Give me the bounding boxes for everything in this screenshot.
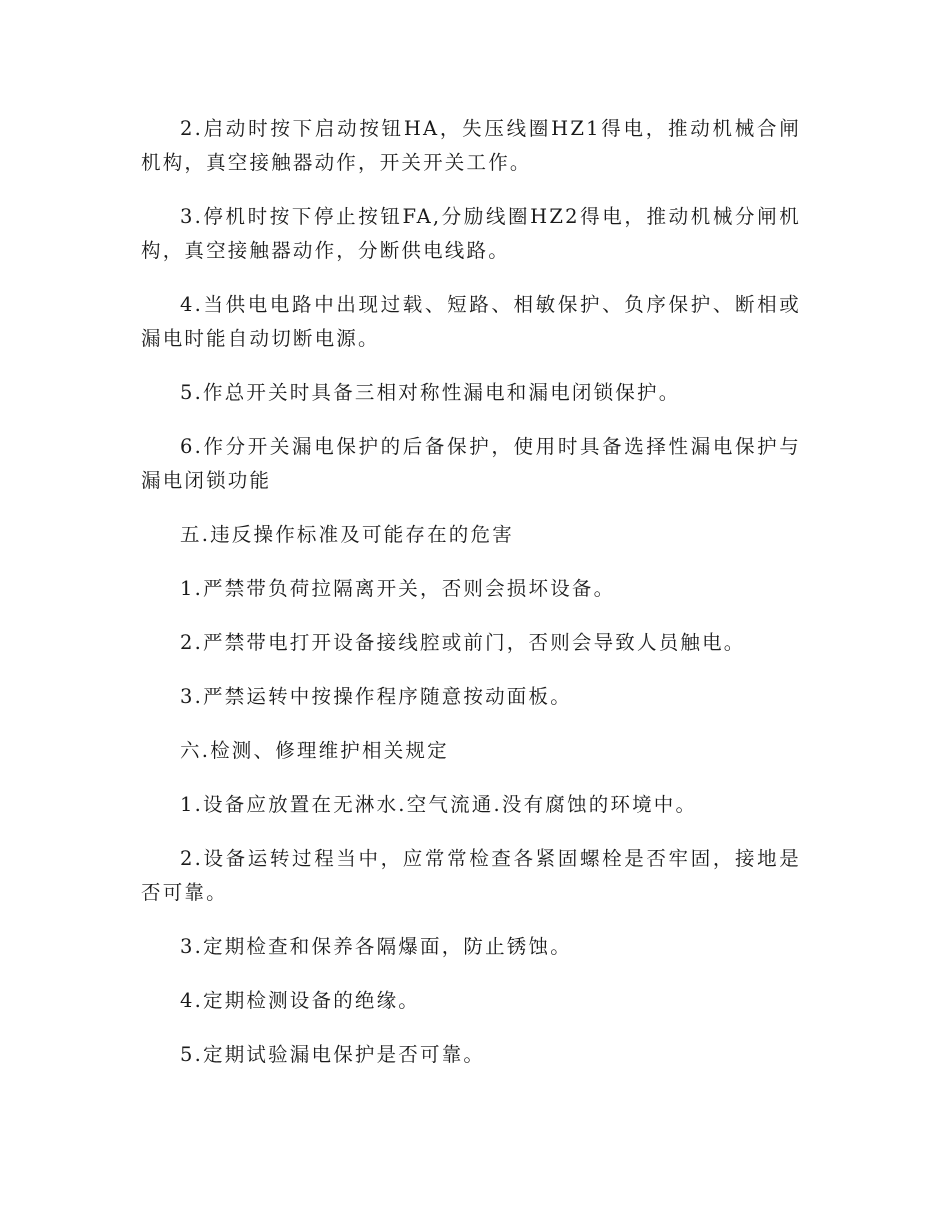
paragraph-violation-2: 2.严禁带电打开设备接线腔或前门，否则会导致人员触电。: [180, 631, 746, 654]
paragraph-maintenance-2: 2.设备运转过程当中，应常常检查各紧固螺栓是否牢固，接地是否可靠。: [141, 847, 801, 904]
paragraph-maintenance-5: 5.定期试验漏电保护是否可靠。: [180, 1043, 486, 1066]
document-body: [141, 112, 801, 1072]
section-heading-violations: 五.违反操作标准及可能存在的危害: [180, 523, 514, 546]
paragraph-start-procedure: 2.启动时按下启动按钮HA，失压线圈HZ1得电，推动机械合闸机构，真空接触器动作，开关开关工作。: [141, 117, 801, 174]
paragraph-maintenance-4: 4.定期检测设备的绝缘。: [180, 989, 421, 1012]
paragraph-maintenance-3: 3.定期检查和保养各隔爆面，防止锈蚀。: [180, 935, 572, 958]
paragraph-stop-procedure: 3.停机时按下停止按钮FA,分励线圈HZ2得电，推动机械分闸机构，真空接触器动作，分断供电线路。: [141, 205, 801, 262]
paragraph-maintenance-1: 1.设备应放置在无淋水.空气流通.没有腐蚀的环境中。: [180, 793, 698, 816]
paragraph-violation-1: 1.严禁带负荷拉隔离开关，否则会损坏设备。: [180, 577, 616, 600]
section-heading-maintenance: 六.检测、修理维护相关规定: [180, 739, 449, 762]
paragraph-auto-cutoff: 4.当供电电路中出现过载、短路、相敏保护、负序保护、断相或漏电时能自动切断电源。: [141, 293, 801, 350]
paragraph-branch-switch-protection: 6.作分开关漏电保护的后备保护，使用时具备选择性漏电保护与漏电闭锁功能: [141, 435, 801, 492]
paragraph-main-switch-protection: 5.作总开关时具备三相对称性漏电和漏电闭锁保护。: [180, 381, 681, 404]
paragraph-violation-3: 3.严禁运转中按操作程序随意按动面板。: [180, 685, 572, 708]
